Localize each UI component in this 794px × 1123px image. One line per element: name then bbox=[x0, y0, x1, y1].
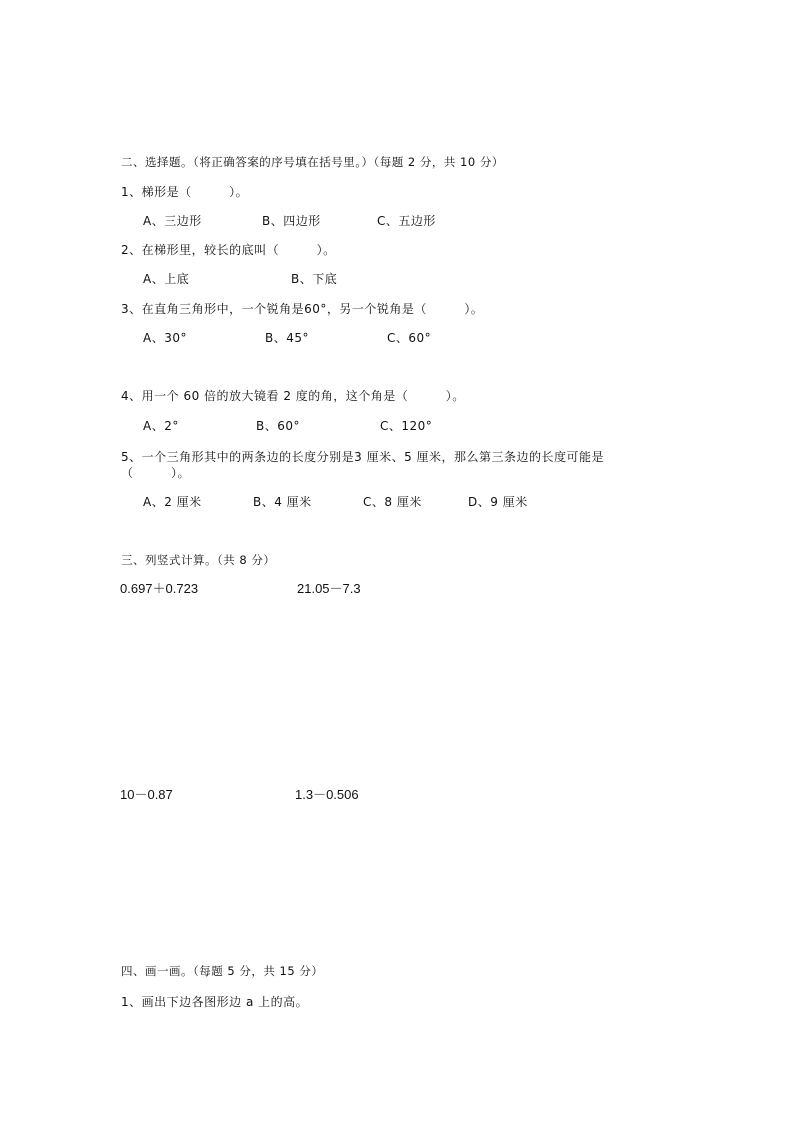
calc-expression-2: 21.05－7.3 bbox=[297, 581, 361, 596]
calc-expression-4: 1.3－0.506 bbox=[295, 787, 359, 802]
question-5-stem-continued: （ ）。 bbox=[121, 466, 191, 480]
question-1-option-c: C、五边形 bbox=[377, 214, 436, 228]
question-1-option-b: B、四边形 bbox=[262, 214, 321, 228]
calc-expression-3: 10－0.87 bbox=[120, 787, 173, 802]
question-2-option-b: B、下底 bbox=[291, 272, 338, 286]
question-4-option-a: A、2° bbox=[143, 419, 179, 433]
calc-expression-1: 0.697＋0.723 bbox=[120, 581, 199, 596]
question-1-option-a: A、三边形 bbox=[143, 214, 202, 228]
question-2-option-a: A、上底 bbox=[143, 272, 190, 286]
question-4-option-b: B、60° bbox=[256, 419, 301, 433]
section-4-title: 四、画一画。（每题 5 分，共 15 分） bbox=[121, 964, 324, 978]
question-3-stem: 3、在直角三角形中，一个锐角是60°，另一个锐角是（ ）。 bbox=[121, 302, 484, 316]
question-3-option-a: A、30° bbox=[143, 331, 187, 345]
question-4-stem: 4、用一个 60 倍的放大镜看 2 度的角，这个角是（ ）。 bbox=[121, 389, 465, 403]
question-4-option-c: C、120° bbox=[380, 419, 433, 433]
question-3-option-b: B、45° bbox=[265, 331, 310, 345]
question-5-option-b: B、4 厘米 bbox=[253, 495, 312, 509]
question-1-stem: 1、梯形是（ ）。 bbox=[121, 185, 249, 199]
draw-question-1: 1、画出下边各图形边 a 上的高。 bbox=[121, 995, 309, 1009]
question-5-option-c: C、8 厘米 bbox=[363, 495, 422, 509]
section-2-title: 二、选择题。（将正确答案的序号填在括号里。）（每题 2 分，共 10 分） bbox=[121, 155, 504, 169]
question-5-option-d: D、9 厘米 bbox=[468, 495, 528, 509]
question-5-stem: 5、一个三角形其中的两条边的长度分别是3 厘米、5 厘米，那么第三条边的长度可能是 bbox=[121, 450, 605, 464]
section-3-title: 三、列竖式计算。（共 8 分） bbox=[121, 553, 276, 567]
question-3-option-c: C、60° bbox=[387, 331, 432, 345]
question-5-option-a: A、2 厘米 bbox=[143, 495, 202, 509]
question-2-stem: 2、在梯形里，较长的底叫（ ）。 bbox=[121, 243, 336, 257]
